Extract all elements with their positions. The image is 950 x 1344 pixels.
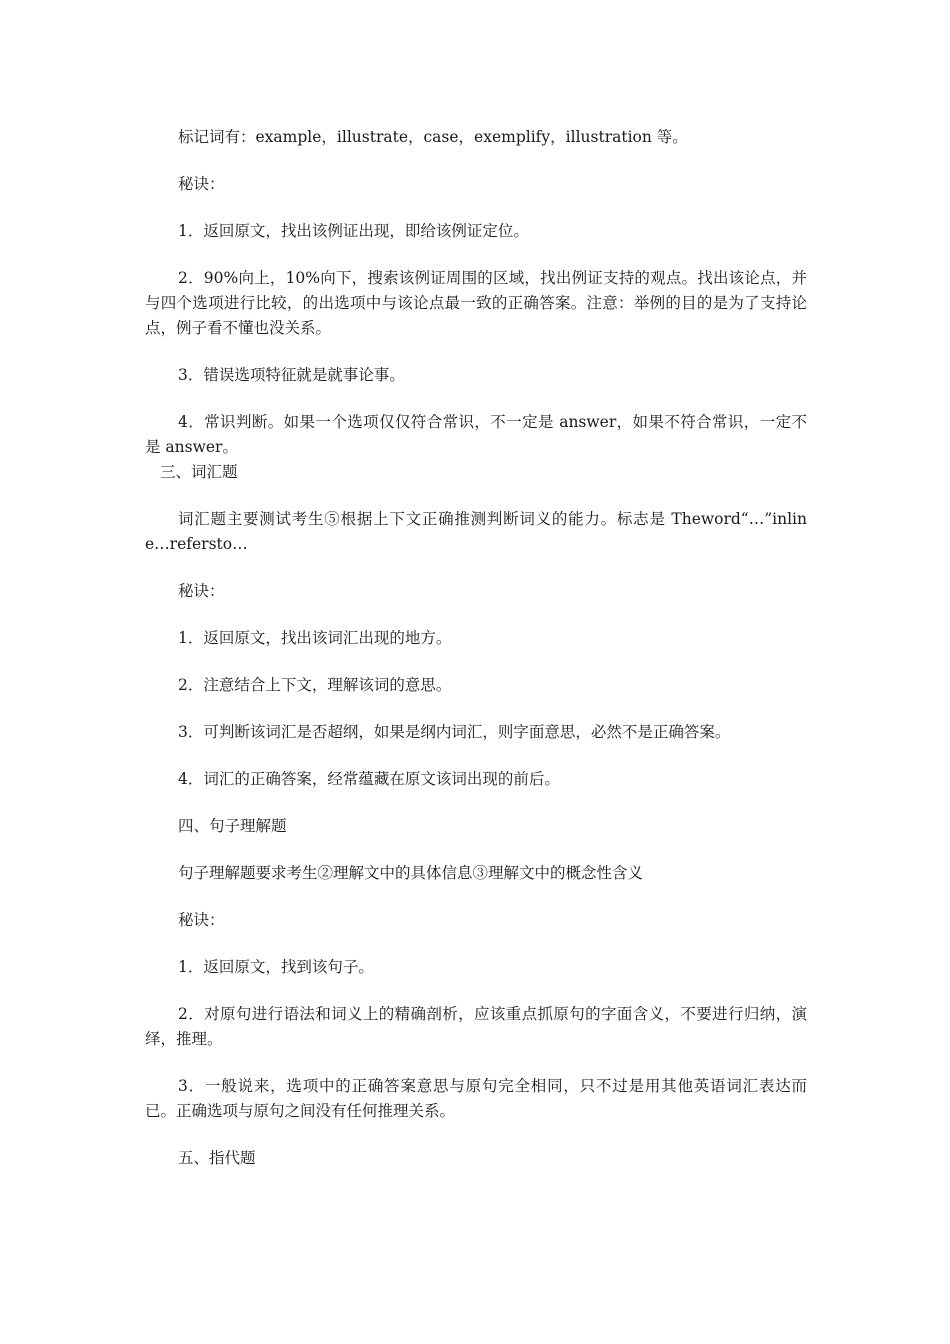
paragraph-vocab-tip-4: 4．词汇的正确答案，经常蕴藏在原文该词出现的前后。 (178, 770, 560, 788)
paragraph-tip-2: 2．90%向上，10%向下，搜索该例证周围的区域，找出例证支持的观点。找出该论点，并与四个选项进行比较，的出选项中与该论点最一致的正确答案。注意：举例的目的是为了支持论点，例子看不懂也没关系。 (145, 269, 807, 337)
paragraph-vocabulary-intro: 词汇题主要测试考生⑤根据上下文正确推测判断词义的能力。标志是 Theword“…”inline…refersto… (145, 510, 807, 553)
paragraph-tip-1: 1．返回原文，找出该例证出现，即给该例证定位。 (178, 222, 529, 240)
paragraph-tip-3: 3．错误选项特征就是就事论事。 (178, 366, 405, 384)
paragraph-sentence-tip-1: 1．返回原文，找到该句子。 (178, 958, 374, 976)
paragraph-marker-words: 标记词有：example，illustrate，case，exemplify，illustration 等。 (178, 128, 688, 146)
section-heading-sentence: 四、句子理解题 (178, 817, 287, 835)
paragraph-vocab-tip-2: 2．注意结合上下文，理解该词的意思。 (178, 676, 452, 694)
paragraph-sentence-tip-3: 3．一般说来，选项中的正确答案意思与原句完全相同，只不过是用其他英语词汇表达而已。正确选项与原句之间没有任何推理关系。 (145, 1077, 807, 1120)
paragraph-tips-label-2: 秘诀： (178, 582, 225, 600)
paragraph-vocab-tip-1: 1．返回原文，找出该词汇出现的地方。 (178, 629, 452, 647)
paragraph-sentence-intro: 句子理解题要求考生②理解文中的具体信息③理解文中的概念性含义 (178, 864, 644, 882)
paragraph-tip-4: 4．常识判断。如果一个选项仅仅符合常识，不一定是 answer，如果不符合常识，一定不是 answer。 (145, 413, 807, 456)
paragraph-vocab-tip-3: 3．可判断该词汇是否超纲，如果是纲内词汇，则字面意思，必然不是正确答案。 (178, 723, 731, 741)
paragraph-tips-label-3: 秘诀： (178, 911, 225, 929)
paragraph-sentence-tip-2: 2．对原句进行语法和词义上的精确剖析，应该重点抓原句的字面含义，不要进行归纳，演绎，推理。 (145, 1005, 807, 1048)
document-body (145, 125, 807, 1171)
section-heading-reference: 五、指代题 (178, 1149, 256, 1167)
section-heading-vocabulary: 三、词汇题 (160, 463, 238, 481)
paragraph-tips-label: 秘诀： (178, 175, 225, 193)
